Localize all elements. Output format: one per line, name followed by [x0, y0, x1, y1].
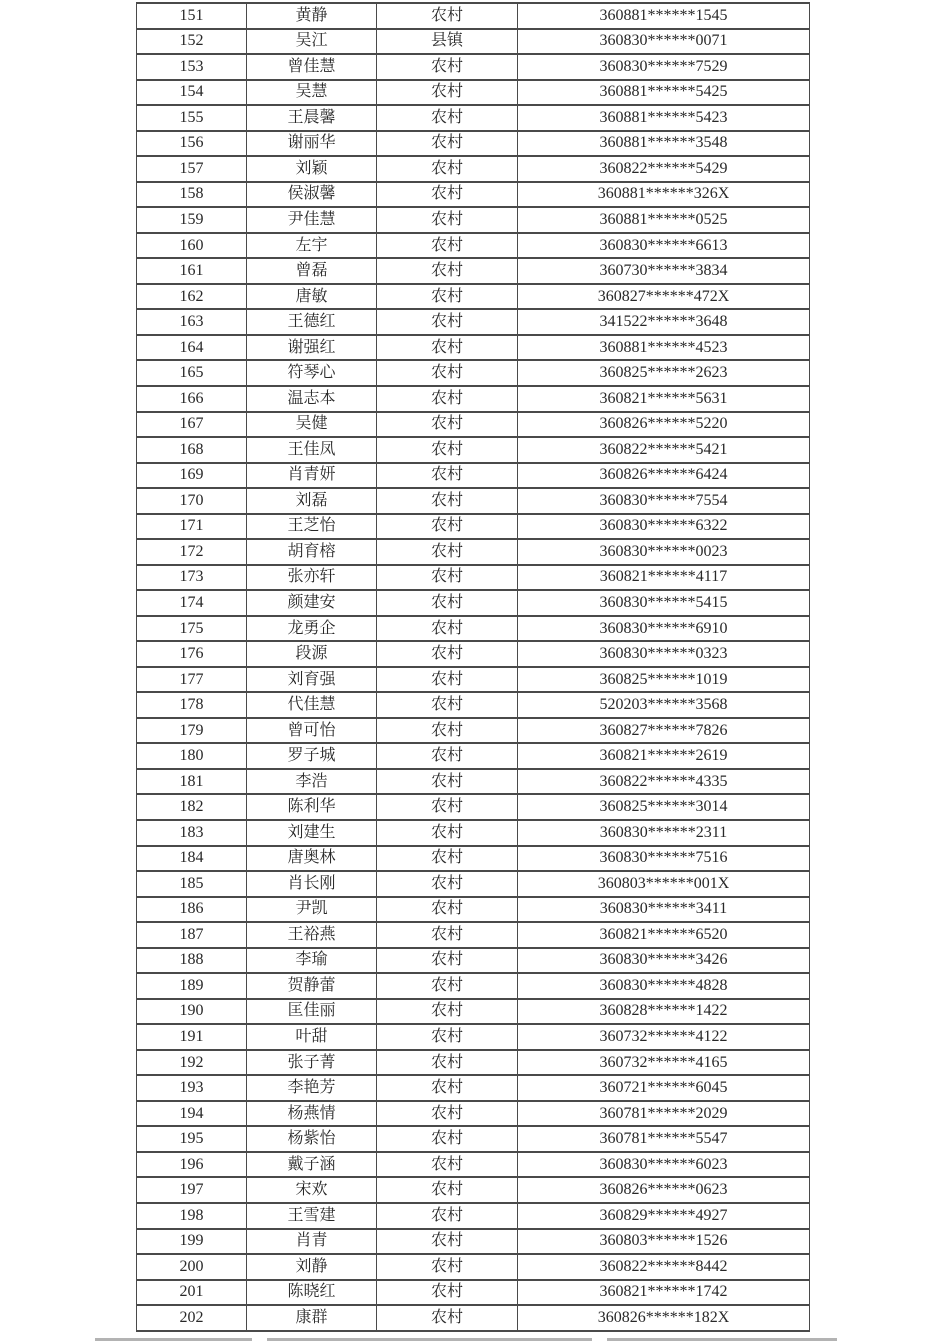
- name-cell: 尹凯: [247, 897, 377, 923]
- name-cell: 戴子涵: [247, 1152, 377, 1178]
- area-type-cell: 农村: [377, 514, 518, 540]
- table-row: [137, 692, 810, 718]
- name-cell: 李浩: [247, 769, 377, 795]
- area-type-cell: 农村: [377, 1126, 518, 1152]
- area-type-cell: 农村: [377, 1305, 518, 1331]
- row-number-cell: 186: [137, 897, 247, 923]
- table-row: [137, 284, 810, 310]
- table-row: [137, 29, 810, 55]
- row-number-cell: 189: [137, 973, 247, 999]
- name-cell: 尹佳慧: [247, 207, 377, 233]
- area-type-cell: 农村: [377, 131, 518, 157]
- table-row: [137, 514, 810, 540]
- id-number-cell: 360830******6322: [518, 514, 810, 540]
- area-type-cell: 农村: [377, 1152, 518, 1178]
- area-type-cell: 农村: [377, 616, 518, 642]
- id-number-cell: 360829******4927: [518, 1203, 810, 1229]
- id-number-cell: 360822******8442: [518, 1254, 810, 1280]
- table-row: [137, 412, 810, 438]
- name-cell: 王德红: [247, 309, 377, 335]
- name-cell: 陈晓红: [247, 1280, 377, 1306]
- id-number-cell: 360830******3411: [518, 897, 810, 923]
- id-number-cell: 360826******6424: [518, 463, 810, 489]
- area-type-cell: 农村: [377, 1280, 518, 1306]
- area-type-cell: 农村: [377, 846, 518, 872]
- table-row: [137, 1126, 810, 1152]
- table-row: [137, 590, 810, 616]
- area-type-cell: 农村: [377, 3, 518, 29]
- name-cell: 龙勇企: [247, 616, 377, 642]
- id-number-cell: 360881******5423: [518, 105, 810, 131]
- row-number-cell: 178: [137, 692, 247, 718]
- id-number-cell: 360821******5631: [518, 386, 810, 412]
- row-number-cell: 165: [137, 360, 247, 386]
- id-number-cell: 360881******326X: [518, 182, 810, 208]
- name-cell: 吴健: [247, 412, 377, 438]
- name-cell: 叶甜: [247, 1024, 377, 1050]
- id-number-cell: 341522******3648: [518, 309, 810, 335]
- name-cell: 王芝怡: [247, 514, 377, 540]
- table-row: [137, 1280, 810, 1306]
- area-type-cell: 农村: [377, 309, 518, 335]
- name-cell: 杨紫怡: [247, 1126, 377, 1152]
- area-type-cell: 农村: [377, 948, 518, 974]
- name-cell: 温志本: [247, 386, 377, 412]
- row-number-cell: 169: [137, 463, 247, 489]
- next-page-edge-segment: [607, 1338, 837, 1341]
- name-cell: 刘磊: [247, 488, 377, 514]
- row-number-cell: 170: [137, 488, 247, 514]
- name-cell: 曾佳慧: [247, 54, 377, 80]
- id-number-cell: 360825******2623: [518, 360, 810, 386]
- next-page-edge-segment: [95, 1338, 252, 1341]
- name-cell: 刘静: [247, 1254, 377, 1280]
- row-number-cell: 160: [137, 233, 247, 259]
- name-cell: 颜建安: [247, 590, 377, 616]
- id-number-cell: 360830******0023: [518, 539, 810, 565]
- name-cell: 刘建生: [247, 820, 377, 846]
- id-number-cell: 360822******5421: [518, 437, 810, 463]
- id-number-cell: 360881******4523: [518, 335, 810, 361]
- table-row: [137, 105, 810, 131]
- table-row: [137, 3, 810, 29]
- row-number-cell: 174: [137, 590, 247, 616]
- table-row: [137, 309, 810, 335]
- id-number-cell: 360821******2619: [518, 743, 810, 769]
- table-row: [137, 360, 810, 386]
- row-number-cell: 153: [137, 54, 247, 80]
- area-type-cell: 农村: [377, 105, 518, 131]
- name-cell: 谢强红: [247, 335, 377, 361]
- id-number-cell: 360822******4335: [518, 769, 810, 795]
- row-number-cell: 195: [137, 1126, 247, 1152]
- area-type-cell: 农村: [377, 718, 518, 744]
- id-number-cell: 360827******472X: [518, 284, 810, 310]
- area-type-cell: 农村: [377, 386, 518, 412]
- area-type-cell: 农村: [377, 80, 518, 106]
- table-row: [137, 616, 810, 642]
- name-cell: 侯淑馨: [247, 182, 377, 208]
- name-cell: 肖长刚: [247, 871, 377, 897]
- table-row: [137, 565, 810, 591]
- name-cell: 张亦轩: [247, 565, 377, 591]
- id-number-cell: 520203******3568: [518, 692, 810, 718]
- row-number-cell: 202: [137, 1305, 247, 1331]
- id-number-cell: 360828******1422: [518, 999, 810, 1025]
- table-row: [137, 156, 810, 182]
- table-row: [137, 258, 810, 284]
- table-row: [137, 488, 810, 514]
- name-cell: 曾可怡: [247, 718, 377, 744]
- id-number-cell: 360781******2029: [518, 1101, 810, 1127]
- name-cell: 肖青妍: [247, 463, 377, 489]
- row-number-cell: 194: [137, 1101, 247, 1127]
- table-row: [137, 1203, 810, 1229]
- name-cell: 吴慧: [247, 80, 377, 106]
- name-cell: 王晨馨: [247, 105, 377, 131]
- id-number-cell: 360830******6023: [518, 1152, 810, 1178]
- row-number-cell: 190: [137, 999, 247, 1025]
- id-number-cell: 360830******4828: [518, 973, 810, 999]
- area-type-cell: 农村: [377, 973, 518, 999]
- area-type-cell: 农村: [377, 1024, 518, 1050]
- table-row: [137, 973, 810, 999]
- row-number-cell: 157: [137, 156, 247, 182]
- id-number-cell: 360830******0071: [518, 29, 810, 55]
- table-row: [137, 794, 810, 820]
- name-cell: 刘育强: [247, 667, 377, 693]
- id-number-cell: 360826******0623: [518, 1177, 810, 1203]
- area-type-cell: 农村: [377, 1050, 518, 1076]
- area-type-cell: 农村: [377, 1101, 518, 1127]
- row-number-cell: 197: [137, 1177, 247, 1203]
- row-number-cell: 201: [137, 1280, 247, 1306]
- table-row: [137, 1254, 810, 1280]
- id-number-cell: 360781******5547: [518, 1126, 810, 1152]
- table-row: [137, 897, 810, 923]
- id-number-cell: 360881******0525: [518, 207, 810, 233]
- area-type-cell: 农村: [377, 897, 518, 923]
- name-cell: 曾磊: [247, 258, 377, 284]
- table-row: [137, 922, 810, 948]
- area-type-cell: 农村: [377, 692, 518, 718]
- id-number-cell: 360730******3834: [518, 258, 810, 284]
- row-number-cell: 191: [137, 1024, 247, 1050]
- area-type-cell: 农村: [377, 412, 518, 438]
- name-cell: 康群: [247, 1305, 377, 1331]
- id-number-cell: 360830******6613: [518, 233, 810, 259]
- id-number-cell: 360830******7516: [518, 846, 810, 872]
- id-number-cell: 360830******3426: [518, 948, 810, 974]
- area-type-cell: 农村: [377, 207, 518, 233]
- row-number-cell: 168: [137, 437, 247, 463]
- id-number-cell: 360881******3548: [518, 131, 810, 157]
- row-number-cell: 173: [137, 565, 247, 591]
- table-row: [137, 948, 810, 974]
- name-cell: 宋欢: [247, 1177, 377, 1203]
- name-cell: 唐敏: [247, 284, 377, 310]
- row-number-cell: 177: [137, 667, 247, 693]
- roster-table: [136, 2, 810, 1332]
- id-number-cell: 360803******001X: [518, 871, 810, 897]
- id-number-cell: 360821******6520: [518, 922, 810, 948]
- row-number-cell: 159: [137, 207, 247, 233]
- table-row: [137, 182, 810, 208]
- area-type-cell: 农村: [377, 54, 518, 80]
- row-number-cell: 163: [137, 309, 247, 335]
- row-number-cell: 198: [137, 1203, 247, 1229]
- row-number-cell: 193: [137, 1075, 247, 1101]
- table-row: [137, 1177, 810, 1203]
- area-type-cell: 农村: [377, 233, 518, 259]
- area-type-cell: 农村: [377, 488, 518, 514]
- row-number-cell: 175: [137, 616, 247, 642]
- id-number-cell: 360732******4122: [518, 1024, 810, 1050]
- area-type-cell: 农村: [377, 667, 518, 693]
- area-type-cell: 农村: [377, 820, 518, 846]
- table-row: [137, 386, 810, 412]
- id-number-cell: 360881******5425: [518, 80, 810, 106]
- name-cell: 唐奥林: [247, 846, 377, 872]
- area-type-cell: 县镇: [377, 29, 518, 55]
- id-number-cell: 360821******1742: [518, 1280, 810, 1306]
- area-type-cell: 农村: [377, 156, 518, 182]
- row-number-cell: 158: [137, 182, 247, 208]
- row-number-cell: 152: [137, 29, 247, 55]
- id-number-cell: 360830******2311: [518, 820, 810, 846]
- id-number-cell: 360825******3014: [518, 794, 810, 820]
- name-cell: 胡育榕: [247, 539, 377, 565]
- table-row: [137, 999, 810, 1025]
- row-number-cell: 167: [137, 412, 247, 438]
- row-number-cell: 161: [137, 258, 247, 284]
- table-row: [137, 131, 810, 157]
- area-type-cell: 农村: [377, 437, 518, 463]
- next-page-edge-segment: [267, 1338, 592, 1341]
- row-number-cell: 166: [137, 386, 247, 412]
- id-number-cell: 360881******1545: [518, 3, 810, 29]
- name-cell: 杨燕情: [247, 1101, 377, 1127]
- row-number-cell: 172: [137, 539, 247, 565]
- area-type-cell: 农村: [377, 999, 518, 1025]
- area-type-cell: 农村: [377, 871, 518, 897]
- row-number-cell: 151: [137, 3, 247, 29]
- table-row: [137, 1050, 810, 1076]
- area-type-cell: 农村: [377, 335, 518, 361]
- row-number-cell: 180: [137, 743, 247, 769]
- name-cell: 李艳芳: [247, 1075, 377, 1101]
- row-number-cell: 156: [137, 131, 247, 157]
- id-number-cell: 360826******5220: [518, 412, 810, 438]
- id-number-cell: 360721******6045: [518, 1075, 810, 1101]
- area-type-cell: 农村: [377, 565, 518, 591]
- table-row: [137, 1152, 810, 1178]
- id-number-cell: 360830******5415: [518, 590, 810, 616]
- row-number-cell: 192: [137, 1050, 247, 1076]
- name-cell: 罗子城: [247, 743, 377, 769]
- row-number-cell: 154: [137, 80, 247, 106]
- name-cell: 段源: [247, 641, 377, 667]
- row-number-cell: 164: [137, 335, 247, 361]
- name-cell: 王佳凤: [247, 437, 377, 463]
- table-row: [137, 743, 810, 769]
- area-type-cell: 农村: [377, 182, 518, 208]
- area-type-cell: 农村: [377, 1229, 518, 1255]
- row-number-cell: 182: [137, 794, 247, 820]
- area-type-cell: 农村: [377, 258, 518, 284]
- id-number-cell: 360830******7554: [518, 488, 810, 514]
- name-cell: 黄静: [247, 3, 377, 29]
- row-number-cell: 184: [137, 846, 247, 872]
- name-cell: 代佳慧: [247, 692, 377, 718]
- table-row: [137, 871, 810, 897]
- row-number-cell: 183: [137, 820, 247, 846]
- id-number-cell: 360830******0323: [518, 641, 810, 667]
- area-type-cell: 农村: [377, 922, 518, 948]
- name-cell: 谢丽华: [247, 131, 377, 157]
- table-row: [137, 207, 810, 233]
- area-type-cell: 农村: [377, 360, 518, 386]
- area-type-cell: 农村: [377, 1254, 518, 1280]
- name-cell: 贺静蕾: [247, 973, 377, 999]
- name-cell: 李瑜: [247, 948, 377, 974]
- row-number-cell: 162: [137, 284, 247, 310]
- table-row: [137, 667, 810, 693]
- row-number-cell: 185: [137, 871, 247, 897]
- id-number-cell: 360803******1526: [518, 1229, 810, 1255]
- name-cell: 张子菁: [247, 1050, 377, 1076]
- area-type-cell: 农村: [377, 284, 518, 310]
- table-row: [137, 820, 810, 846]
- table-row: [137, 1229, 810, 1255]
- row-number-cell: 171: [137, 514, 247, 540]
- table-row: [137, 1305, 810, 1331]
- table-row: [137, 233, 810, 259]
- table-row: [137, 335, 810, 361]
- row-number-cell: 199: [137, 1229, 247, 1255]
- table-row: [137, 846, 810, 872]
- area-type-cell: 农村: [377, 1203, 518, 1229]
- name-cell: 符琴心: [247, 360, 377, 386]
- area-type-cell: 农村: [377, 539, 518, 565]
- row-number-cell: 176: [137, 641, 247, 667]
- area-type-cell: 农村: [377, 1075, 518, 1101]
- id-number-cell: 360825******1019: [518, 667, 810, 693]
- area-type-cell: 农村: [377, 794, 518, 820]
- table-row: [137, 54, 810, 80]
- name-cell: 匡佳丽: [247, 999, 377, 1025]
- area-type-cell: 农村: [377, 1177, 518, 1203]
- table-row: [137, 539, 810, 565]
- name-cell: 陈利华: [247, 794, 377, 820]
- row-number-cell: 188: [137, 948, 247, 974]
- area-type-cell: 农村: [377, 590, 518, 616]
- name-cell: 肖青: [247, 1229, 377, 1255]
- id-number-cell: 360827******7826: [518, 718, 810, 744]
- table-row: [137, 463, 810, 489]
- table-row: [137, 1024, 810, 1050]
- name-cell: 王雪建: [247, 1203, 377, 1229]
- area-type-cell: 农村: [377, 463, 518, 489]
- table-row: [137, 1101, 810, 1127]
- table-row: [137, 1075, 810, 1101]
- table-row: [137, 437, 810, 463]
- row-number-cell: 179: [137, 718, 247, 744]
- area-type-cell: 农村: [377, 641, 518, 667]
- table-row: [137, 641, 810, 667]
- id-number-cell: 360830******6910: [518, 616, 810, 642]
- roster-table-body: [137, 3, 810, 1331]
- row-number-cell: 187: [137, 922, 247, 948]
- row-number-cell: 196: [137, 1152, 247, 1178]
- name-cell: 刘颖: [247, 156, 377, 182]
- row-number-cell: 181: [137, 769, 247, 795]
- name-cell: 左宇: [247, 233, 377, 259]
- id-number-cell: 360732******4165: [518, 1050, 810, 1076]
- id-number-cell: 360826******182X: [518, 1305, 810, 1331]
- name-cell: 吴江: [247, 29, 377, 55]
- name-cell: 王裕燕: [247, 922, 377, 948]
- table-row: [137, 80, 810, 106]
- id-number-cell: 360822******5429: [518, 156, 810, 182]
- area-type-cell: 农村: [377, 769, 518, 795]
- area-type-cell: 农村: [377, 743, 518, 769]
- id-number-cell: 360821******4117: [518, 565, 810, 591]
- id-number-cell: 360830******7529: [518, 54, 810, 80]
- table-row: [137, 769, 810, 795]
- row-number-cell: 200: [137, 1254, 247, 1280]
- table-row: [137, 718, 810, 744]
- row-number-cell: 155: [137, 105, 247, 131]
